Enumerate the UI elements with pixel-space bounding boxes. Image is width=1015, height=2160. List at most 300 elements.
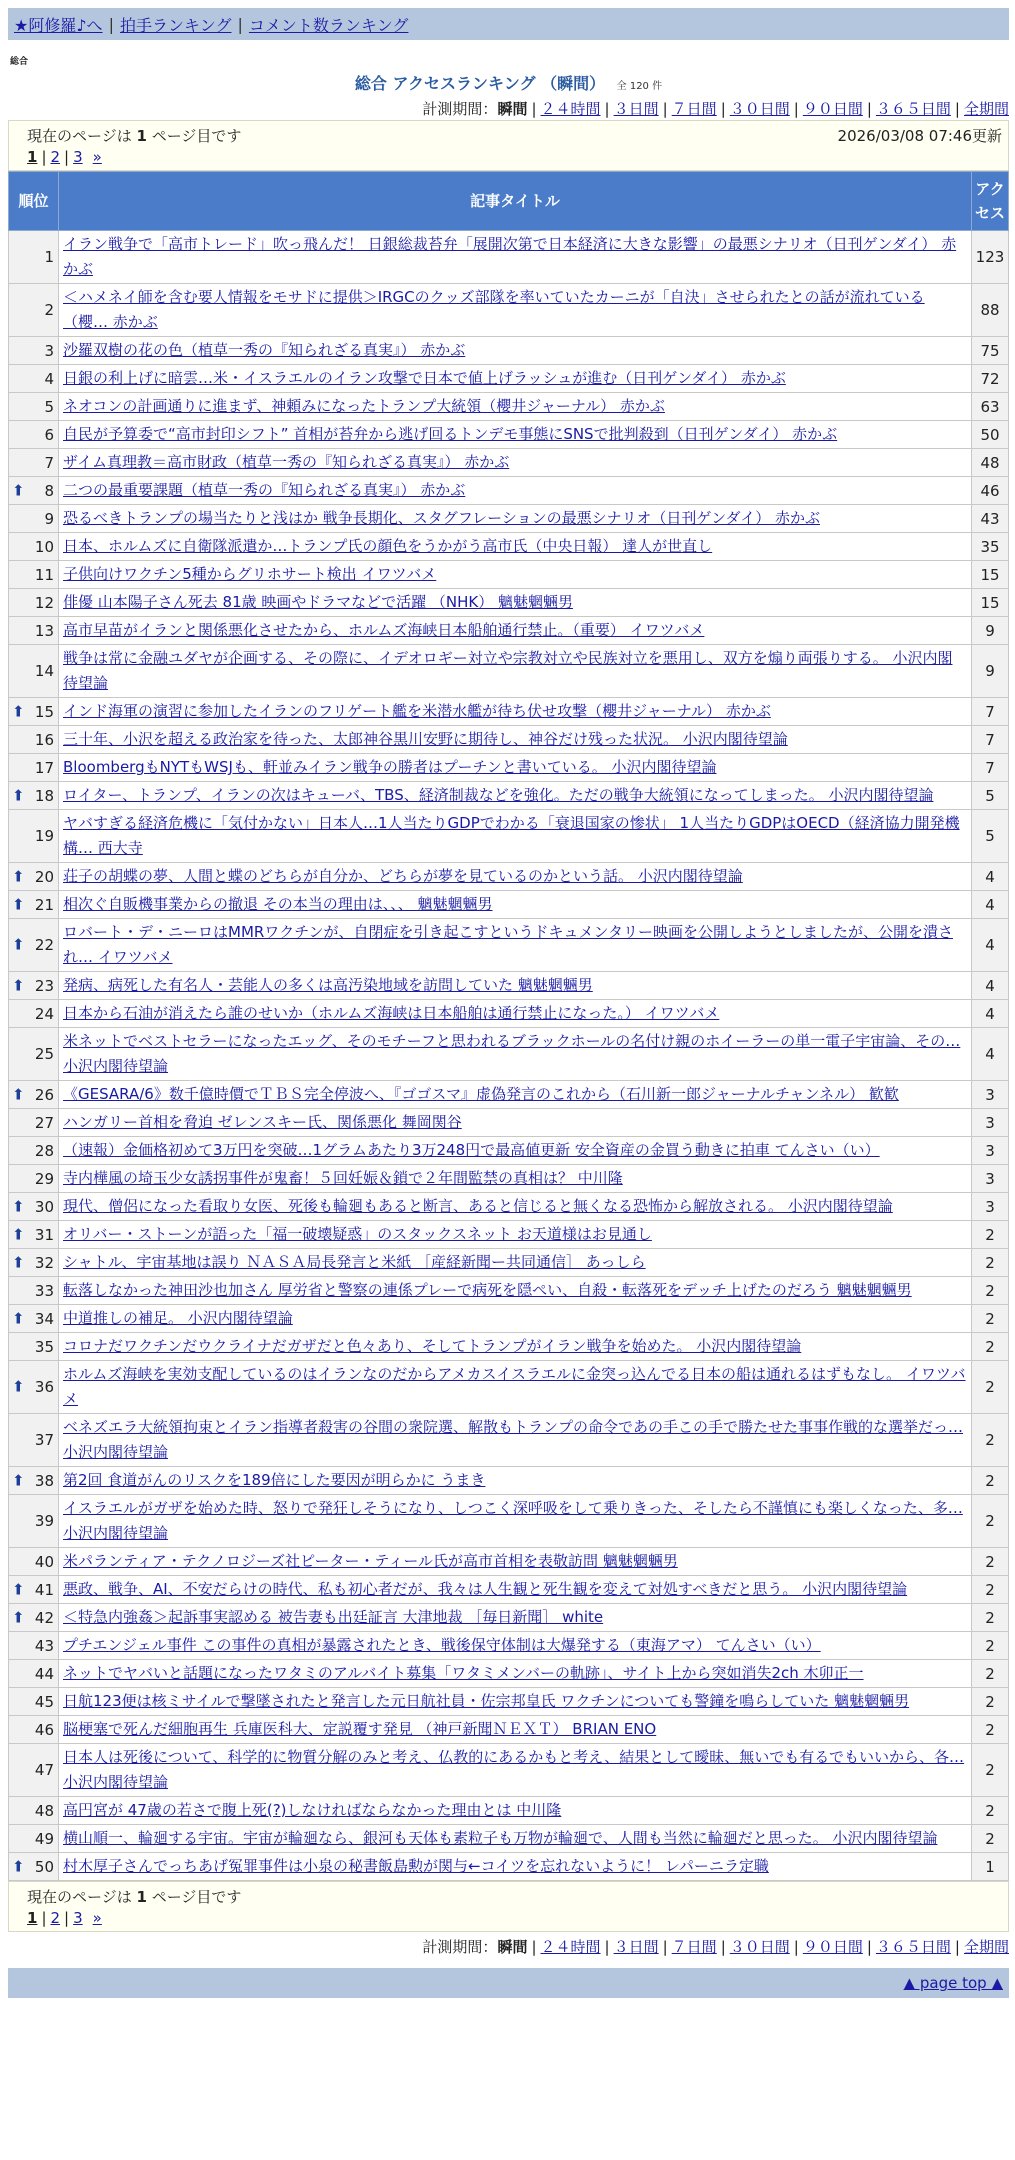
access-count: 4: [972, 863, 1009, 891]
rank-cell: [9, 1576, 59, 1604]
rank-cell: [9, 393, 59, 421]
access-count: 2: [972, 1361, 1009, 1414]
rank-cell: [9, 1744, 59, 1797]
period-label: 計測期間：: [422, 1938, 498, 1956]
rank-cell: [9, 754, 59, 782]
article-link[interactable]: 日本人は死後について、科学的に物質分解のみと考え、仏教的にあるかもと考え、結果として曖昧、無いでも有るでもいいから、各… 小沢内閣待望論: [63, 1748, 965, 1791]
access-count: 2: [972, 1467, 1009, 1495]
table-row: [9, 1137, 1009, 1165]
rank-number: 28: [34, 1141, 54, 1160]
access-count: 123: [972, 231, 1009, 284]
article-link[interactable]: 戦争は常に金融ユダヤが企画する、その際に、イデオロギー対立や宗教対立や民族対立を悪用し、双方を煽り両張りする。 小沢内閣待望論: [63, 649, 953, 692]
access-count: 2: [972, 1277, 1009, 1305]
article-link[interactable]: 転落しなかった神田沙也加さん 厚労省と警察の連係プレーで病死を隠ぺい、自殺・転落死をデッチ上げたのだろう 魑魅魍魎男: [63, 1281, 912, 1299]
rank-cell: [9, 810, 59, 863]
access-count: 4: [972, 1000, 1009, 1028]
title-cell: [59, 1081, 972, 1109]
article-link[interactable]: ロバート・デ・ニーロはMMRワクチンが、自閉症を引き起こすというドキュメンタリー映画を公開しようとしましたが、公開を潰され… イワツバメ: [63, 923, 953, 966]
article-link[interactable]: 相次ぐ自販機事業からの撤退 その本当の理由は、、、 魑魅魍魎男: [63, 895, 493, 913]
arrow-up-icon: ⬆: [12, 1225, 25, 1244]
period-link[interactable]: ９０日間: [802, 100, 863, 118]
article-link[interactable]: ヤバすぎる経済危機に「気付かない」日本人…1人当たりGDPでわかる「衰退国家の惨状」 1人当たりGDPはOECD（経済協力開発機構… 西大寺: [63, 814, 960, 857]
table-row: [9, 810, 1009, 863]
article-link[interactable]: 子供向けワクチン5種からグリホサート検出 イワツバメ: [63, 565, 437, 583]
article-link[interactable]: 高市早苗がイランと関係悪化させたから、ホルムズ海峡日本船舶通行禁止。（重要） イワツバメ: [63, 621, 705, 639]
table-row: [9, 1853, 1009, 1881]
table-row: [9, 1361, 1009, 1414]
period-separator: |: [531, 1938, 537, 1956]
page-status-suffix: ページ目です: [151, 126, 242, 145]
article-link[interactable]: 米ネットでベストセラーになったエッグ、そのモチーフと思われるブラックホールの名付け親のホイーラーの単一電子宇宙論、その… 小沢内閣待望論: [63, 1032, 961, 1075]
period-separator: |: [793, 1938, 799, 1956]
title-cell: [59, 1825, 972, 1853]
page-status-number: 1: [136, 1887, 147, 1906]
rank-number: 2: [44, 301, 54, 319]
rank-cell: [9, 1688, 59, 1716]
table-row: [9, 1604, 1009, 1632]
period-link[interactable]: ７日間: [671, 1938, 717, 1956]
access-count: 2: [972, 1221, 1009, 1249]
table-row: [9, 1000, 1009, 1028]
rank-cell: [9, 1137, 59, 1165]
table-row: [9, 1576, 1009, 1604]
updated-timestamp: 2026/03/08 07:46更新: [837, 126, 1002, 145]
article-link[interactable]: 二つの最重要課題（植草一秀の『知られざる真実』） 赤かぶ: [63, 481, 466, 499]
period-separator: |: [662, 1938, 668, 1956]
access-count: 88: [972, 284, 1009, 337]
next-page-link[interactable]: »: [92, 1909, 102, 1927]
title-cell: [59, 561, 972, 589]
period-current: 瞬間: [497, 1938, 528, 1956]
article-link[interactable]: プチエンジェル事件 この事件の真相が暴露されたとき、戦後保守体制は大爆発する（東海アマ） てんさい（い）: [63, 1636, 821, 1654]
rank-cell: [9, 231, 59, 284]
section-label: 総合: [10, 57, 29, 67]
rank-number: 4: [44, 369, 54, 388]
arrow-up-icon: ⬆: [12, 867, 25, 886]
access-count: 1: [972, 1853, 1009, 1881]
access-count: 48: [972, 449, 1009, 477]
article-link[interactable]: 発病、病死した有名人・芸能人の多くは高汚染地域を訪問していた 魑魅魍魎男: [63, 976, 593, 994]
article-link[interactable]: 高円宮が 47歳の若さで腹上死(?)しなければならなかった理由とは 中川隆: [63, 1801, 562, 1819]
access-count: 72: [972, 365, 1009, 393]
table-row: [9, 505, 1009, 533]
rank-cell: [9, 1853, 59, 1881]
article-link[interactable]: 日銀の利上げに暗雲…米・イスラエルのイラン攻撃で日本で値上げラッシュが進む（日刊ゲンダイ） 赤かぶ: [63, 369, 786, 387]
rank-cell: [9, 617, 59, 645]
access-count: 5: [972, 810, 1009, 863]
table-row: [9, 1548, 1009, 1576]
page-separator: |: [64, 148, 70, 166]
access-count: 4: [972, 1028, 1009, 1081]
title-cell: [59, 919, 972, 972]
rank-cell: [9, 533, 59, 561]
article-link[interactable]: ハンガリー首相を脅迫 ゼレンスキー氏、関係悪化 舞岡関谷: [63, 1113, 462, 1131]
table-row: [9, 1221, 1009, 1249]
article-link[interactable]: シャトル、宇宙基地は誤り ＮＡＳＡ局長発言と米紙 ［産経新聞ー共同通信］ あっしら: [63, 1253, 646, 1271]
access-count: 2: [972, 1414, 1009, 1467]
title-cell: [59, 231, 972, 284]
rank-cell: [9, 1716, 59, 1744]
arrow-up-icon: ⬆: [12, 935, 25, 954]
rank-cell: [9, 1414, 59, 1467]
arrow-up-icon: ⬆: [12, 786, 25, 805]
page-link[interactable]: 2: [50, 1909, 61, 1927]
period-separator: |: [720, 1938, 726, 1956]
rank-cell: [9, 1660, 59, 1688]
table-row: [9, 1632, 1009, 1660]
period-label: 計測期間：: [422, 100, 498, 118]
article-link[interactable]: ＜特急内強姦＞起訴事実認める 被告妻も出廷証言 大津地裁 ［毎日新聞］ white: [63, 1608, 604, 1626]
title-cell: [59, 1361, 972, 1414]
rank-header: 順位: [9, 172, 59, 231]
period-link[interactable]: ３６５日間: [875, 1938, 951, 1956]
table-row: [9, 1165, 1009, 1193]
table-row: [9, 421, 1009, 449]
title-cell: [59, 1660, 972, 1688]
access-count: 2: [972, 1716, 1009, 1744]
page-separator: |: [64, 1909, 70, 1927]
period-separator: |: [604, 100, 610, 118]
title-cell: [59, 810, 972, 863]
table-row: [9, 919, 1009, 972]
rank-cell: [9, 589, 59, 617]
period-link[interactable]: ３０日間: [729, 100, 790, 118]
title-cell: [59, 863, 972, 891]
page-separator: |: [41, 148, 47, 166]
title-cell: [59, 1604, 972, 1632]
rank-number: 44: [34, 1664, 54, 1683]
title-cell: [59, 589, 972, 617]
access-count: 2: [972, 1495, 1009, 1548]
access-count: 3: [972, 1081, 1009, 1109]
article-link[interactable]: ホルムズ海峡を実効支配しているのはイランなのだからアメカスイスラエルに金突っ込んでる日本の船は通れるはずもなし。 イワツバメ: [63, 1365, 966, 1408]
rank-number: 24: [34, 1004, 54, 1023]
article-link[interactable]: イラン戦争で「高市トレード」吹っ飛んだ！ 日銀総裁苔弁「展開次第で日本経済に大きな影響」の最悪シナリオ（日刊ゲンダイ） 赤かぶ: [63, 235, 957, 278]
pagination: [27, 146, 1002, 168]
arrow-up-icon: ⬆: [12, 1580, 25, 1599]
access-count: 2: [972, 1688, 1009, 1716]
article-link[interactable]: インド海軍の演習に参加したイランのフリゲート艦を米潜水艦が待ち伏せ攻撃（櫻井ジャーナル） 赤かぶ: [63, 702, 771, 720]
access-count: 3: [972, 1109, 1009, 1137]
article-link[interactable]: 第2回 食道がんのリスクを189倍にした要因が明らかに うまき: [63, 1471, 486, 1489]
table-row: [9, 533, 1009, 561]
rank-cell: [9, 1165, 59, 1193]
rank-number: 1: [44, 248, 54, 266]
title-cell: [59, 1632, 972, 1660]
rank-number: 19: [34, 827, 54, 845]
top-nav-bar: [8, 8, 1009, 40]
table-row: [9, 782, 1009, 810]
title-cell: [59, 1028, 972, 1081]
article-link[interactable]: ベネズエラ大統領拘束とイラン指導者殺害の谷間の衆院選、解散もトランプの命令であの手この手で勝たせた事事作戦的な選挙だっ… 小沢内閣待望論: [63, 1418, 964, 1461]
period-link[interactable]: ７日間: [671, 100, 717, 118]
table-row: [9, 1081, 1009, 1109]
arrow-up-icon: ⬆: [12, 1857, 25, 1876]
article-link[interactable]: 寺内樺風の埼玉少女誘拐事件が鬼畜！５回妊娠＆鎖で２年間監禁の真相は？ 中川隆: [63, 1169, 623, 1187]
table-row: [9, 561, 1009, 589]
rank-cell: [9, 1249, 59, 1277]
period-separator: |: [662, 100, 668, 118]
access-count: 15: [972, 561, 1009, 589]
article-link[interactable]: 恐るべきトランプの場当たりと浅はか 戦争長期化、スタグフレーションの最悪シナリオ（日刊ゲンダイ） 赤かぶ: [63, 509, 820, 527]
article-link[interactable]: BloombergもNYTもWSJも、軒並みイラン戦争の勝者はプーチンと書いている。 小沢内閣待望論: [63, 758, 717, 776]
access-count: 2: [972, 1797, 1009, 1825]
rank-number: 13: [34, 621, 54, 640]
title-cell: [59, 477, 972, 505]
period-link[interactable]: ３日間: [613, 100, 659, 118]
article-link[interactable]: 現代、僧侶になった看取り女医、死後も輪廻もあると断言、あると信じると無くなる恐怖から解放される。 小沢内閣待望論: [63, 1197, 893, 1215]
article-link[interactable]: ネットでヤバいと話題になったワタミのアルバイト募集「ワタミメンバーの軌跡」、サイト上から突如消失2ch 木卯正一: [63, 1664, 864, 1682]
rank-number: 25: [34, 1045, 54, 1063]
article-link[interactable]: 《GESARA/6》数千億時價でＴＢＳ完全停波へ、『ゴゴスマ』虚偽発言のこれから（石川新一郎ジャーナルチャンネル） 歓歓: [63, 1085, 899, 1103]
rank-number: 38: [34, 1471, 54, 1490]
page-current: 1: [27, 1909, 38, 1927]
page-status-row: [27, 1885, 1002, 1907]
clap-ranking-link[interactable]: 拍手ランキング: [119, 15, 232, 35]
rank-number: 22: [34, 936, 54, 954]
article-link[interactable]: 荘子の胡蝶の夢、人間と蝶のどちらが自分か、どちらが夢を見ているのかという話。 小沢内閣待望論: [63, 867, 743, 885]
rank-number: 30: [34, 1197, 54, 1216]
table-row: [9, 1716, 1009, 1744]
title-cell: [59, 1495, 972, 1548]
rank-cell: [9, 1305, 59, 1333]
page-status-prefix: 現在のページは: [27, 1887, 132, 1906]
period-separator: |: [531, 100, 537, 118]
arrow-up-icon: ⬆: [12, 1608, 25, 1627]
table-row: [9, 449, 1009, 477]
title-cell: [59, 449, 972, 477]
article-link[interactable]: コロナだワクチンだウクライナだガザだと色々あり、そしてトランプがイラン戦争を始めた。 小沢内閣待望論: [63, 1337, 802, 1355]
rank-number: 9: [44, 509, 54, 528]
title-cell: [59, 1467, 972, 1495]
arrow-up-icon: ⬆: [12, 1309, 25, 1328]
period-link[interactable]: ２４時間: [540, 100, 601, 118]
access-count: 2: [972, 1576, 1009, 1604]
rank-cell: [9, 782, 59, 810]
period-link[interactable]: 全期間: [963, 100, 1009, 118]
period-selector-top: [8, 98, 1009, 120]
table-row: [9, 1333, 1009, 1361]
period-link[interactable]: ３０日間: [729, 1938, 790, 1956]
table-row: [9, 1249, 1009, 1277]
article-link[interactable]: オリバー・ストーンが語った「福一破壊疑惑」のスタックスネット お天道様はお見通し: [63, 1225, 652, 1243]
access-count: 43: [972, 505, 1009, 533]
comment-ranking-link[interactable]: コメント数ランキング: [248, 15, 409, 35]
arrow-up-icon: ⬆: [12, 1471, 25, 1490]
title-cell: [59, 617, 972, 645]
article-link[interactable]: 沙羅双樹の花の色（植草一秀の『知られざる真実』） 赤かぶ: [63, 341, 466, 359]
period-link[interactable]: ９０日間: [802, 1938, 863, 1956]
page-status-number: 1: [136, 126, 147, 145]
table-row: [9, 726, 1009, 754]
article-link[interactable]: ＜ハメネイ師を含む要人情報をモサドに提供＞IRGCのクッズ部隊を率いていたカーニが「自決」させられたとの話が流れている（櫻… 赤かぶ: [63, 288, 925, 331]
access-count: 7: [972, 698, 1009, 726]
access-count: 2: [972, 1825, 1009, 1853]
title-cell: [59, 1193, 972, 1221]
table-row: [9, 1305, 1009, 1333]
ranking-table: [8, 171, 1009, 1881]
title-cell: [59, 533, 972, 561]
article-link[interactable]: 自民が予算委で“高市封印シフト” 首相が苔弁から逃げ回るトンデモ事態にSNSで批判殺到（日刊ゲンダイ） 赤かぶ: [63, 425, 838, 443]
arrow-up-icon: ⬆: [12, 895, 25, 914]
article-link[interactable]: 俳優 山本陽子さん死去 81歳 映画やドラマなどで活躍 （NHK） 魑魅魍魎男: [63, 593, 573, 611]
rank-cell: [9, 561, 59, 589]
rank-number: 5: [44, 397, 54, 416]
arrow-up-icon: ⬆: [12, 1085, 25, 1104]
article-link[interactable]: 米パランティア・テクノロジーズ社ピーター・ティール氏が高市首相を表敬訪問 魑魅魍魎男: [63, 1552, 678, 1570]
rank-cell: [9, 645, 59, 698]
title-header: 記事タイトル: [59, 172, 972, 231]
title-cell: [59, 1716, 972, 1744]
rank-number: 18: [34, 786, 54, 805]
rank-number: 8: [44, 481, 54, 500]
table-row: [9, 1414, 1009, 1467]
rank-number: 14: [34, 662, 54, 680]
access-count: 4: [972, 919, 1009, 972]
rank-cell: [9, 919, 59, 972]
next-page-link[interactable]: »: [92, 148, 102, 166]
arrow-up-icon: ⬆: [12, 1197, 25, 1216]
rank-number: 16: [34, 730, 54, 749]
article-link[interactable]: 村木厚子さんでっちあげ冤罪事件は小泉の秘書飯島勲が関与←コイツを忘れないように！ レパーニラ定職: [63, 1857, 769, 1875]
period-selector-bottom: [8, 1936, 1009, 1958]
title-cell: [59, 1277, 972, 1305]
access-count: 2: [972, 1604, 1009, 1632]
page-status-prefix: 現在のページは: [27, 126, 132, 145]
rank-number: 10: [34, 537, 54, 556]
nav-separator: |: [237, 14, 243, 34]
access-count: 5: [972, 782, 1009, 810]
title-cell: [59, 421, 972, 449]
article-link[interactable]: 日本から石油が消えたら誰のせいか（ホルムズ海峡は日本船舶は通行禁止になった。） イワツバメ: [63, 1004, 720, 1022]
table-row: [9, 1660, 1009, 1688]
table-row: [9, 477, 1009, 505]
article-link[interactable]: 日本、ホルムズに自衛隊派遣か…トランプ氏の顔色をうかがう高市氏（中央日報） 達人が世直し: [63, 537, 713, 555]
article-link[interactable]: 横山順一、輪廻する宇宙。宇宙が輪廻なら、銀河も天体も素粒子も万物が輪廻で、人間も当然に輪廻だと思った。 小沢内閣待望論: [63, 1829, 938, 1847]
access-count: 50: [972, 421, 1009, 449]
access-count: 75: [972, 337, 1009, 365]
rank-cell: [9, 477, 59, 505]
rank-number: 39: [34, 1512, 54, 1530]
period-link[interactable]: 全期間: [963, 1938, 1009, 1956]
access-count: 7: [972, 754, 1009, 782]
rank-number: 47: [34, 1761, 54, 1779]
rank-cell: [9, 1277, 59, 1305]
rank-number: 20: [34, 867, 54, 886]
rank-number: 37: [34, 1431, 54, 1449]
rank-cell: [9, 1825, 59, 1853]
period-separator: |: [954, 1938, 960, 1956]
title-cell: [59, 337, 972, 365]
title-cell: [59, 1305, 972, 1333]
article-link[interactable]: ザイム真理教＝高市財政（植草一秀の『知られざる真実』） 赤かぶ: [63, 453, 510, 471]
table-row: [9, 1797, 1009, 1825]
article-link[interactable]: ネオコンの計画通りに進まず、神頼みになったトランプ大統領（櫻井ジャーナル） 赤かぶ: [63, 397, 665, 415]
rank-cell: [9, 1361, 59, 1414]
access-count: 9: [972, 645, 1009, 698]
rank-number: 41: [34, 1580, 54, 1599]
period-link[interactable]: ３日間: [613, 1938, 659, 1956]
page-status-suffix: ページ目です: [151, 1887, 242, 1906]
page-status-row: [27, 124, 1002, 146]
rank-number: 6: [44, 425, 54, 444]
rank-number: 32: [34, 1253, 54, 1272]
page-title-line: [8, 71, 1009, 94]
table-row: [9, 589, 1009, 617]
article-link[interactable]: 三十年、小沢を超える政治家を待った、太郎神谷黒川安野に期待し、神谷だけ残った状況。 小沢内閣待望論: [63, 730, 788, 748]
rank-number: 31: [34, 1225, 54, 1244]
article-link[interactable]: ロイター、トランプ、イランの次はキューバ、TBS、経済制裁などを強化。ただの戦争大統領になってしまった。 小沢内閣待望論: [63, 786, 934, 804]
article-link[interactable]: イスラエルがガザを始めた時、怒りで発狂しそうになり、しつこく深呼吸をして乗りきった、そしたら不謹慎にも楽しくなった、多… 小沢内閣待望論: [63, 1499, 963, 1542]
title-cell: [59, 284, 972, 337]
page-link[interactable]: 3: [73, 148, 83, 166]
period-link[interactable]: ３６５日間: [875, 100, 951, 118]
article-link[interactable]: 脳梗塞で死んだ細胞再生 兵庫医科大、定説覆す発見 （神戸新聞ＮＥＸＴ） BRIAN ENO: [63, 1720, 657, 1738]
home-link[interactable]: ★阿修羅♪へ: [14, 15, 103, 35]
rank-cell: [9, 505, 59, 533]
title-cell: [59, 1109, 972, 1137]
title-cell: [59, 1744, 972, 1797]
title-cell: [59, 891, 972, 919]
page-link[interactable]: 2: [50, 148, 61, 166]
rank-number: 11: [34, 565, 54, 584]
period-link[interactable]: ２４時間: [540, 1938, 601, 1956]
rank-cell: [9, 421, 59, 449]
page-info-top: [8, 120, 1009, 171]
access-count: 3: [972, 1165, 1009, 1193]
rank-cell: [9, 1467, 59, 1495]
table-row: [9, 1467, 1009, 1495]
period-current: 瞬間: [497, 100, 528, 118]
access-count: 4: [972, 972, 1009, 1000]
title-cell: [59, 1853, 972, 1881]
article-link[interactable]: （速報）金価格初めて3万円を突破…1グラムあたり3万248円で最高値更新 安全資産の金買う動きに拍車 てんさい（い）: [63, 1141, 880, 1159]
title-cell: [59, 505, 972, 533]
page-title: 総合 アクセスランキング （瞬間）: [354, 74, 606, 93]
arrow-up-icon: ⬆: [12, 1377, 25, 1396]
title-cell: [59, 645, 972, 698]
table-row: [9, 365, 1009, 393]
table-row: [9, 1277, 1009, 1305]
arrow-up-icon: ⬆: [12, 1253, 25, 1272]
rank-number: 33: [34, 1281, 54, 1300]
table-row: [9, 1688, 1009, 1716]
rank-number: 7: [44, 453, 54, 472]
article-link[interactable]: 悪政、戦争、AI、不安だらけの時代、私も初心者だが、我々は人生観と死生観を変えて対処すべきだと思う。 小沢内閣待望論: [63, 1580, 908, 1598]
title-cell: [59, 1548, 972, 1576]
article-link[interactable]: 中道推しの補足。 小沢内閣待望論: [63, 1309, 293, 1327]
rank-number: 45: [34, 1692, 54, 1711]
rank-cell: [9, 698, 59, 726]
title-cell: [59, 1576, 972, 1604]
rank-number: 50: [34, 1857, 54, 1876]
page-link[interactable]: 3: [73, 1909, 83, 1927]
article-link[interactable]: 日航123便は核ミサイルで撃墜されたと発言した元日航社員・佐宗邦皇氏 ワクチンについても警鐘を鳴らしていた 魑魅魍魎男: [63, 1692, 910, 1710]
page-top-link[interactable]: ▲ page top ▲: [903, 1974, 1003, 1992]
rank-cell: [9, 449, 59, 477]
access-count: 35: [972, 533, 1009, 561]
period-separator: |: [793, 100, 799, 118]
rank-number: 26: [34, 1085, 54, 1104]
access-count: 3: [972, 1137, 1009, 1165]
title-cell: [59, 1165, 972, 1193]
page-status: [27, 1886, 241, 1907]
period-separator: |: [604, 1938, 610, 1956]
rank-cell: [9, 1028, 59, 1081]
rank-cell: [9, 284, 59, 337]
title-cell: [59, 726, 972, 754]
period-separator: |: [720, 100, 726, 118]
